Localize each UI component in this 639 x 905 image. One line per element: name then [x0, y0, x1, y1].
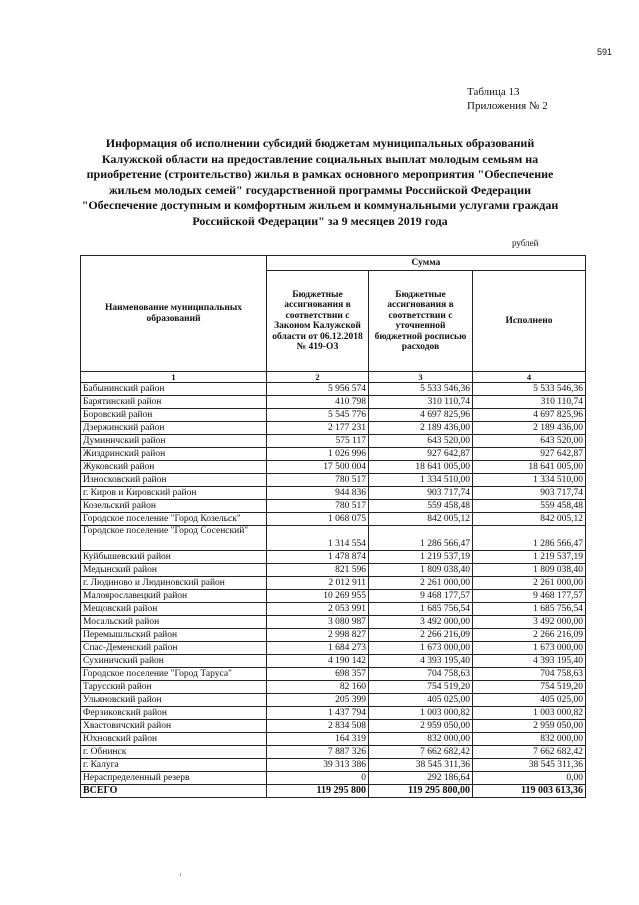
- refined-allocation: 2 261 000,00: [369, 577, 473, 590]
- table-row: [81, 461, 586, 474]
- table-row: [81, 759, 586, 772]
- column-number: 4: [473, 372, 586, 383]
- executed-amount: 1 673 000,00: [473, 642, 586, 655]
- executed-amount: 4 393 195,40: [473, 655, 586, 668]
- municipality-name: Мещовский район: [81, 603, 267, 616]
- municipality-name: Малоярославецкий район: [81, 590, 267, 603]
- municipality-name: Перемышльский район: [81, 629, 267, 642]
- title-line: Информация об исполнении субсидий бюджетам муниципальных образований: [105, 136, 535, 150]
- table-row: [81, 590, 586, 603]
- law-allocation: 2 053 991: [267, 603, 369, 616]
- law-allocation: 164 319: [267, 733, 369, 746]
- refined-allocation: 9 468 177,57: [369, 590, 473, 603]
- law-allocation: 2 177 231: [267, 422, 369, 435]
- law-allocation: 1 437 794: [267, 707, 369, 720]
- municipality-name: Нераспределенный резерв: [81, 772, 267, 785]
- refined-allocation: 1 219 537,19: [369, 551, 473, 564]
- refined-allocation: 1 685 756,54: [369, 603, 473, 616]
- refined-allocation: 292 186,64: [369, 772, 473, 785]
- municipality-name: Городское поселение "Город Сосенский": [81, 526, 267, 551]
- refined-allocation: 754 519,20: [369, 681, 473, 694]
- table-row: [81, 551, 586, 564]
- table-row: [81, 668, 586, 681]
- municipality-name: Козельский район: [81, 500, 267, 513]
- column-number: 3: [369, 372, 473, 383]
- refined-allocation: 310 110,74: [369, 396, 473, 409]
- law-allocation: 1 314 554: [267, 526, 369, 551]
- municipality-name: Бабынинский район: [81, 383, 267, 396]
- law-allocation: 698 357: [267, 668, 369, 681]
- document-title: [60, 136, 580, 229]
- table-row: [81, 720, 586, 733]
- law-allocation: 1 684 273: [267, 642, 369, 655]
- executed-amount: 7 662 682,42: [473, 746, 586, 759]
- law-allocation: 0: [267, 772, 369, 785]
- table-row: [81, 655, 586, 668]
- municipality-name: Барятинский район: [81, 396, 267, 409]
- executed-amount: 1 219 537,19: [473, 551, 586, 564]
- law-allocation: 17 500 004: [267, 461, 369, 474]
- executed-amount: 2 266 216,09: [473, 629, 586, 642]
- law-allocation: 2 012 911: [267, 577, 369, 590]
- municipality-name: Жуковский район: [81, 461, 267, 474]
- refined-allocation: 927 642,87: [369, 448, 473, 461]
- appendix-number: Приложения № 2: [467, 100, 548, 112]
- law-allocation: 82 160: [267, 681, 369, 694]
- executed-amount: 927 642,87: [473, 448, 586, 461]
- table-row: [81, 707, 586, 720]
- executed-amount: 1 286 566,47: [473, 526, 586, 551]
- table-row: [81, 746, 586, 759]
- municipality-name: Городское поселение "Город Козельск": [81, 513, 267, 526]
- executed-amount: 1 809 038,40: [473, 564, 586, 577]
- executed-amount: 559 458,48: [473, 500, 586, 513]
- table-row: [81, 383, 586, 396]
- law-allocation: 1 068 075: [267, 513, 369, 526]
- table-row: [81, 448, 586, 461]
- municipality-name: Жиздринский район: [81, 448, 267, 461]
- municipality-name: Хвастовичский район: [81, 720, 267, 733]
- column-header-refined: Бюджетные ассигнования в соответствии с уточненной бюджетной росписью расходов: [369, 271, 473, 372]
- law-allocation: 205 399: [267, 694, 369, 707]
- law-allocation: 39 313 386: [267, 759, 369, 772]
- table-row: [81, 564, 586, 577]
- total-refined: 119 295 800,00: [369, 785, 473, 798]
- table-row: [81, 513, 586, 526]
- table-row: [81, 629, 586, 642]
- column-header-law: Бюджетные ассигнования в соответствии с Законом Калужской области от 06.12.2018 № 419-ОЗ: [267, 271, 369, 372]
- law-allocation: 1 026 996: [267, 448, 369, 461]
- refined-allocation: 2 189 436,00: [369, 422, 473, 435]
- law-allocation: 5 545 776: [267, 409, 369, 422]
- table-body: [81, 383, 586, 785]
- law-allocation: 575 117: [267, 435, 369, 448]
- executed-amount: 0,00: [473, 772, 586, 785]
- title-line: Российской Федерации" за 9 месяцев 2019 года: [192, 213, 448, 228]
- executed-amount: 704 758,63: [473, 668, 586, 681]
- executed-amount: 3 492 000,00: [473, 616, 586, 629]
- units-label: рублей: [512, 238, 539, 248]
- municipality-name: г. Киров и Кировский район: [81, 487, 267, 500]
- executed-amount: 18 641 005,00: [473, 461, 586, 474]
- municipality-name: Мосальский район: [81, 616, 267, 629]
- municipality-name: г. Калуга: [81, 759, 267, 772]
- column-header-name: Наименование муниципальных образований: [81, 256, 267, 372]
- refined-allocation: 1 003 000,82: [369, 707, 473, 720]
- executed-amount: 1 003 000,82: [473, 707, 586, 720]
- executed-amount: 405 025,00: [473, 694, 586, 707]
- table-row: [81, 733, 586, 746]
- law-allocation: 5 956 574: [267, 383, 369, 396]
- refined-allocation: 559 458,48: [369, 500, 473, 513]
- title-line: "Обеспечение доступным и комфортным жильем и коммунальными услугами граждан: [81, 198, 559, 212]
- law-allocation: 780 517: [267, 500, 369, 513]
- law-allocation: 10 269 955: [267, 590, 369, 603]
- table-row: [81, 526, 586, 551]
- refined-allocation: 5 533 546,36: [369, 383, 473, 396]
- municipality-name: Износковский район: [81, 474, 267, 487]
- title-line: жильем молодых семей" государственной программы Российской Федерации: [108, 182, 532, 197]
- law-allocation: 2 834 508: [267, 720, 369, 733]
- executed-amount: 832 000,00: [473, 733, 586, 746]
- refined-allocation: 704 758,63: [369, 668, 473, 681]
- law-allocation: 821 596: [267, 564, 369, 577]
- column-number: 1: [81, 372, 267, 383]
- law-allocation: 944 836: [267, 487, 369, 500]
- table-row: [81, 694, 586, 707]
- executed-amount: 9 468 177,57: [473, 590, 586, 603]
- table-row: [81, 577, 586, 590]
- municipality-name: Куйбышевский район: [81, 551, 267, 564]
- subsidy-table: [80, 255, 586, 798]
- executed-amount: 2 189 436,00: [473, 422, 586, 435]
- title-line: приобретение (строительство) жилья в рамках основного мероприятия "Обеспечение: [86, 167, 554, 181]
- municipality-name: г. Людиново и Людиновский район: [81, 577, 267, 590]
- municipality-name: Думиничский район: [81, 435, 267, 448]
- municipality-name: Юхновский район: [81, 733, 267, 746]
- municipality-name: Медынский район: [81, 564, 267, 577]
- municipality-name: Ферзиковский район: [81, 707, 267, 720]
- executed-amount: 2 261 000,00: [473, 577, 586, 590]
- law-allocation: 780 517: [267, 474, 369, 487]
- table-row: [81, 681, 586, 694]
- executed-amount: 310 110,74: [473, 396, 586, 409]
- municipality-name: Ульяновский район: [81, 694, 267, 707]
- total-executed: 119 003 613,36: [473, 785, 586, 798]
- executed-amount: 754 519,20: [473, 681, 586, 694]
- refined-allocation: 4 393 195,40: [369, 655, 473, 668]
- refined-allocation: 1 286 566,47: [369, 526, 473, 551]
- table-row: [81, 500, 586, 513]
- refined-allocation: 38 545 311,36: [369, 759, 473, 772]
- table-number: Таблица 13: [467, 86, 520, 98]
- table-row: [81, 487, 586, 500]
- refined-allocation: 405 025,00: [369, 694, 473, 707]
- table-row: [81, 642, 586, 655]
- law-allocation: 4 190 142: [267, 655, 369, 668]
- table-row: [81, 409, 586, 422]
- executed-amount: 38 545 311,36: [473, 759, 586, 772]
- refined-allocation: 2 266 216,09: [369, 629, 473, 642]
- executed-amount: 903 717,74: [473, 487, 586, 500]
- refined-allocation: 3 492 000,00: [369, 616, 473, 629]
- table-row: [81, 422, 586, 435]
- refined-allocation: 643 520,00: [369, 435, 473, 448]
- table-reference: [467, 85, 548, 113]
- law-allocation: 3 080 987: [267, 616, 369, 629]
- total-law: 119 295 800: [267, 785, 369, 798]
- municipality-name: г. Обнинск: [81, 746, 267, 759]
- refined-allocation: 903 717,74: [369, 487, 473, 500]
- table-row: [81, 603, 586, 616]
- refined-allocation: 4 697 825,96: [369, 409, 473, 422]
- table-row: [81, 435, 586, 448]
- refined-allocation: 832 000,00: [369, 733, 473, 746]
- table-row: [81, 396, 586, 409]
- table-row: [81, 474, 586, 487]
- law-allocation: 1 478 874: [267, 551, 369, 564]
- executed-amount: 1 334 510,00: [473, 474, 586, 487]
- refined-allocation: 842 005,12: [369, 513, 473, 526]
- law-allocation: 7 887 326: [267, 746, 369, 759]
- scan-mark: [180, 873, 181, 876]
- executed-amount: 842 005,12: [473, 513, 586, 526]
- refined-allocation: 1 334 510,00: [369, 474, 473, 487]
- total-label: ВСЕГО: [81, 785, 267, 798]
- refined-allocation: 18 641 005,00: [369, 461, 473, 474]
- municipality-name: Дзержинский район: [81, 422, 267, 435]
- executed-amount: 4 697 825,96: [473, 409, 586, 422]
- executed-amount: 2 959 050,00: [473, 720, 586, 733]
- refined-allocation: 1 809 038,40: [369, 564, 473, 577]
- page-number: 591: [597, 47, 613, 57]
- executed-amount: 643 520,00: [473, 435, 586, 448]
- municipality-name: Сухиничский район: [81, 655, 267, 668]
- law-allocation: 2 998 827: [267, 629, 369, 642]
- municipality-name: Тарусский район: [81, 681, 267, 694]
- executed-amount: 5 533 546,36: [473, 383, 586, 396]
- municipality-name: Спас-Деменский район: [81, 642, 267, 655]
- municipality-name: Боровский район: [81, 409, 267, 422]
- refined-allocation: 2 959 050,00: [369, 720, 473, 733]
- executed-amount: 1 685 756,54: [473, 603, 586, 616]
- title-line: Калужской области на предоставление социальных выплат молодым семьям на: [101, 151, 539, 166]
- table-row: [81, 772, 586, 785]
- refined-allocation: 7 662 682,42: [369, 746, 473, 759]
- column-number: 2: [267, 372, 369, 383]
- refined-allocation: 1 673 000,00: [369, 642, 473, 655]
- table-row: [81, 616, 586, 629]
- municipality-name: Городское поселение "Город Таруса": [81, 668, 267, 681]
- column-header-sum: Сумма: [267, 256, 586, 271]
- total-row: [81, 785, 586, 798]
- column-header-executed: Исполнено: [473, 271, 586, 372]
- law-allocation: 410 798: [267, 396, 369, 409]
